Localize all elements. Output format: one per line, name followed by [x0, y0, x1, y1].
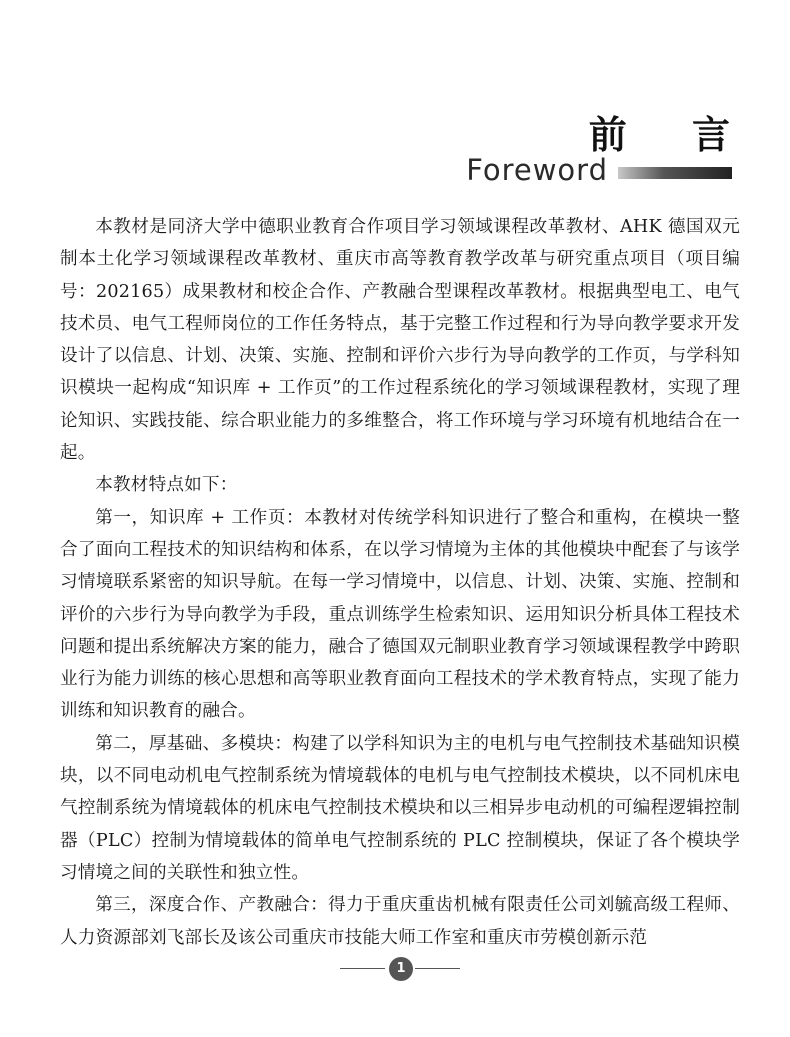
- page-title: 前 言: [588, 113, 756, 157]
- paragraph-feature-two: 第二，厚基础、多模块：构建了以学科知识为主的电机与电气控制技术基础知识模块，以不同电动机电气控制系统为情境载体的电机与电气控制技术模块，以不同机床电气控制系统为情境载体的机床电气控制技术模块和以三相异步电动机的可编程逻辑控制器（PLC）控制为情境载体的简单电气控制系统的 PLC 控制模块，保证了各个模块学习情境之间的关联性和独立性。: [60, 733, 740, 883]
- page-number-badge: 1: [389, 957, 413, 981]
- body-text: [60, 211, 740, 954]
- gradient-bar-decoration: [618, 167, 732, 179]
- footer-rule-left: [340, 968, 385, 969]
- paragraph-feature-three: 第三，深度合作、产教融合：得力于重庆重齿机械有限责任公司刘毓高级工程师、人力资源部刘飞部长及该公司重庆市技能大师工作室和重庆市劳模创新示范: [60, 895, 740, 948]
- paragraph-feature-one: 第一，知识库 + 工作页：本教材对传统学科知识进行了整合和重构，在模块一整合了面向工程技术的知识结构和体系，在以学习情境为主体的其他模块中配套了与该学习情境联系紧密的知识导航。在每一学习情境中，以信息、计划、决策、实施、控制和评价的六步行为导向教学为手段，重点训练学生检索知识、运用知识分析具体工程技术问题和提出系统解决方案的能力，融合了德国双元制职业教育学习领域课程教学中跨职业行为能力训练的核心思想和高等职业教育面向工程技术的学术教育特点，实现了能力训练和知识教育的融合。: [60, 507, 740, 722]
- paragraph-features-heading: 本教材特点如下：: [95, 475, 238, 496]
- foreword-heading: [466, 153, 732, 187]
- subtitle-foreword: Foreword: [466, 153, 608, 187]
- footer-rule-right: [415, 968, 460, 969]
- paragraph-intro: 本教材是同济大学中德职业教育合作项目学习领域课程改革教材、AHK 德国双元制本土化学习领域课程改革教材、重庆市高等教育教学改革与研究重点项目（项目编号：202165）成果教材和校企合作、产教融合型课程改革教材。根据典型电工、电气技术员、电气工程师岗位的工作任务特点，基于完整工作过程和行为导向教学要求开发设计了以信息、计划、决策、实施、控制和评价六步行为导向教学的工作页，与学科知识模块一起构成“知识库 + 工作页”的工作过程系统化的学习领域课程教材，实现了理论知识、实践技能、综合职业能力的多维整合，将工作环境与学习环境有机地结合在一起。: [60, 217, 740, 464]
- page-footer: [0, 955, 790, 983]
